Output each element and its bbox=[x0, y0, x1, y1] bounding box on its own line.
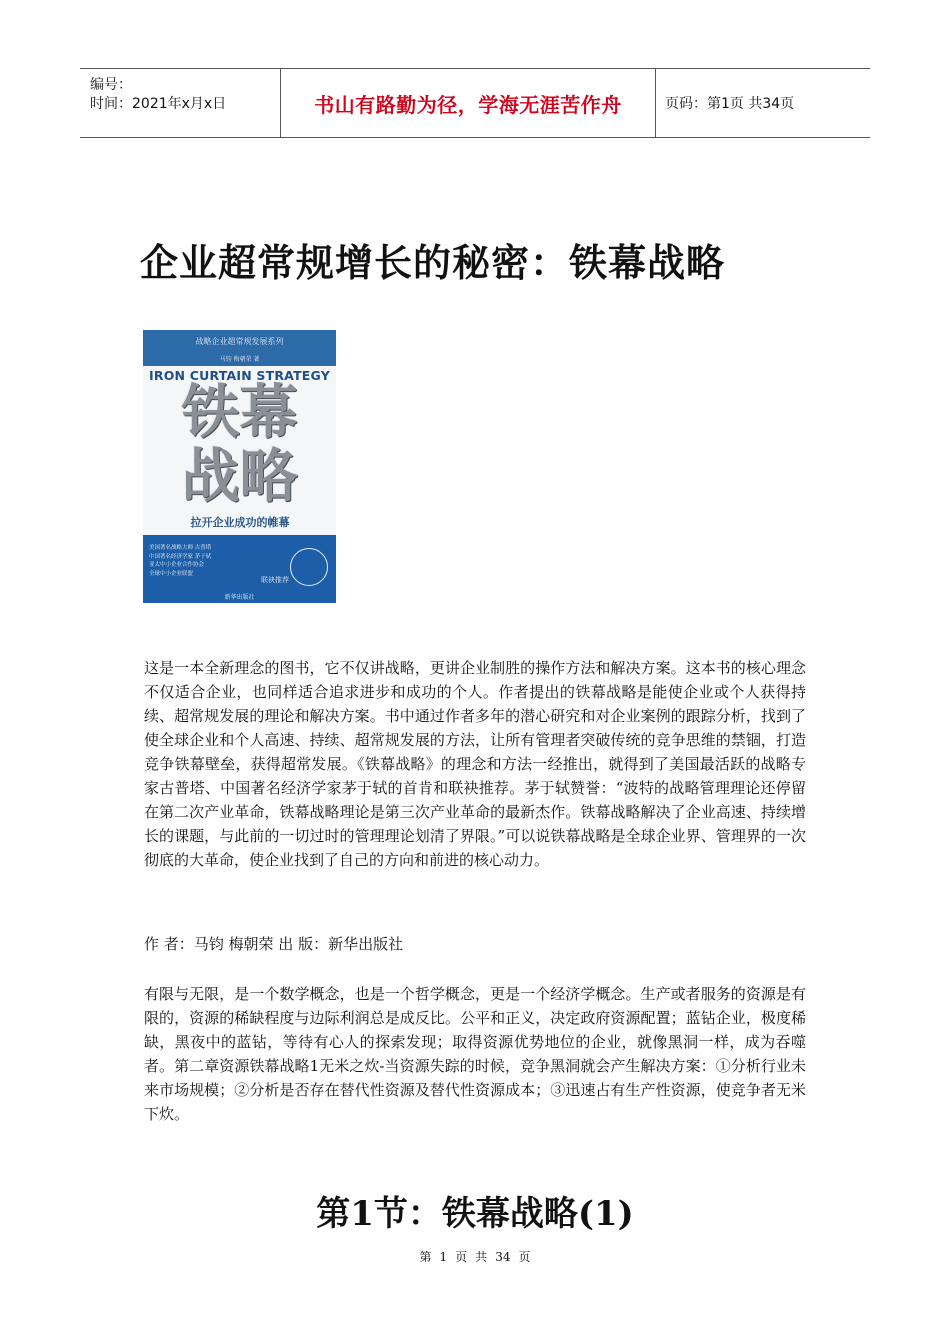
body-paragraph: 有限与无限，是一个数学概念，也是一个哲学概念，更是一个经济学概念。生产或者服务的资源是有限的，资源的稀缺程度与边际利润总是成反比。公平和正义，决定政府资源配置；蓝钻企业，极度稀缺，黑夜中的蓝钻，等待有心人的探索发现；取得资源优势地位的企业，就像黑洞一样，成为吞噬者。第二章资源铁幕战略1无米之炊-当资源失踪的时候，竞争黑洞就会产生解决方案：①分析行业未来市场规模；②分析是否存在替代性资源及替代性资源成本；③迅速占有生产性资源，使竞争者无米下炊。 bbox=[144, 985, 806, 1123]
header-table bbox=[80, 68, 870, 138]
date-label: 时间：2021年x月x日 bbox=[90, 96, 227, 112]
cover-english-title: IRON CURTAIN STRATEGY bbox=[149, 368, 330, 383]
footer-text: 页 bbox=[518, 1250, 531, 1264]
number-label: 编号： bbox=[90, 77, 132, 93]
footer-text: 页 bbox=[455, 1250, 468, 1264]
header-left-cell bbox=[80, 69, 281, 137]
cover-series: 战略企业超常规发展系列 bbox=[195, 337, 284, 346]
document-title: 企业超常规增长的秘密：铁幕战略 bbox=[140, 240, 726, 285]
header-motto-cell bbox=[281, 69, 656, 137]
header-page-cell bbox=[656, 69, 870, 137]
book-cover-image bbox=[143, 330, 336, 603]
motto-text: 书山有路勤为径，学海无涯苦作舟 bbox=[314, 92, 622, 117]
cover-promo-line: 美国著名战略大师 古普塔 bbox=[149, 545, 212, 551]
cover-promo bbox=[149, 544, 211, 578]
page-footer bbox=[0, 1248, 950, 1265]
cover-title-line2: 战略 bbox=[181, 442, 298, 510]
author-publisher-line: 作 者：马钧 梅朝荣 出 版：新华出版社 bbox=[144, 935, 404, 953]
cover-publisher: 新华出版社 bbox=[224, 594, 255, 601]
cover-promo-line: 中国著名经济学家 茅于轼 bbox=[149, 553, 212, 560]
section-title: 第1节：铁幕战略(1) bbox=[316, 1194, 634, 1234]
cover-authors: 马钧 梅朝荣 著 bbox=[219, 356, 260, 363]
footer-total-pages: 34 bbox=[495, 1250, 511, 1264]
intro-paragraph: 这是一本全新理念的图书，它不仅讲战略，更讲企业制胜的操作方法和解决方案。这本书的核心理念不仅适合企业，也同样适合追求进步和成功的个人。作者提出的铁幕战略是能使企业或个人获得持续、超常规发展的理论和解决方案。书中通过作者多年的潜心研究和对企业案例的跟踪分析，找到了使全球企业和个人高速、持续、超常规发展的方法，让所有管理者突破传统的竞争思维的禁锢，打造竞争铁幕壁垒，获得超常发展。《铁幕战略》的理念和方法一经推出，就得到了美国最活跃的战略专家古普塔、中国著名经济学家茅于轼的首肯和联袂推荐。茅于轼赞誉：“波特的战略管理理论还停留在第二次产业革命，铁幕战略理论是第三次产业革命的最新杰作。铁幕战略解决了企业高速、持续增长的课题，与此前的一切过时的管理理论划清了界限。”可以说铁幕战略是全球企业界、管理界的一次彻底的大革命，使企业找到了自己的方向和前进的核心动力。 bbox=[144, 659, 806, 869]
cover-subtitle: 拉开企业成功的帷幕 bbox=[190, 516, 290, 529]
footer-page-number: 1 bbox=[439, 1250, 448, 1264]
cover-promo-line: 全球中小企业联盟 bbox=[149, 570, 194, 577]
cover-promo-line: 亚太中小企业合作协会 bbox=[149, 562, 205, 568]
footer-text: 共 bbox=[475, 1250, 488, 1264]
cover-title-line1: 铁幕 bbox=[181, 378, 298, 446]
cover-seal-icon bbox=[290, 548, 328, 586]
cover-recommend: 联袂推荐 bbox=[261, 576, 289, 584]
page-info: 页码：第1页 共34页 bbox=[665, 96, 795, 112]
footer-text: 第 bbox=[419, 1250, 432, 1264]
